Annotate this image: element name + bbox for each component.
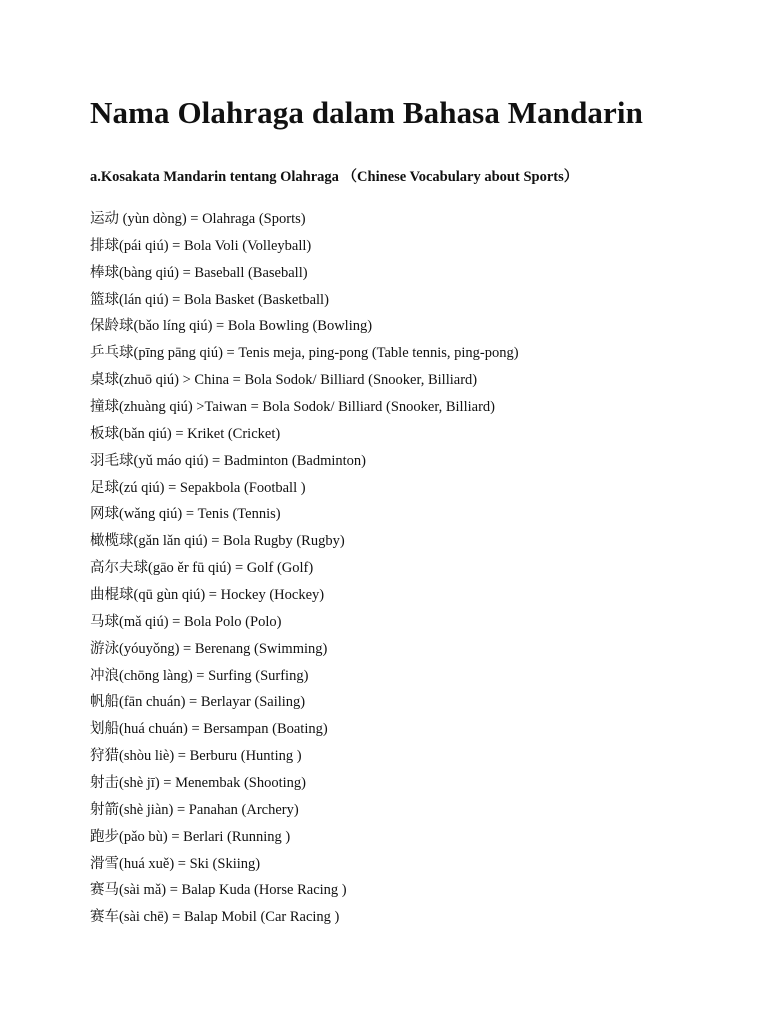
vocabulary-item: 帆船(fān chuán) = Berlayar (Sailing) <box>90 694 306 711</box>
vocabulary-item: 网球(wǎng qiú) = Tenis (Tennis) <box>90 506 281 523</box>
vocabulary-item: 运动 (yùn dòng) = Olahraga (Sports) <box>90 211 306 227</box>
vocabulary-item: 撞球(zhuàng qiú) >Taiwan = Bola Sodok/ Billiard (Snooker, Billiard) <box>90 399 495 416</box>
vocabulary-item: 桌球(zhuō qiú) > China = Bola Sodok/ Billiard (Snooker, Billiard) <box>90 372 478 389</box>
vocabulary-item: 排球(pái qiú) = Bola Voli (Volleyball) <box>90 237 312 254</box>
vocabulary-item: 冲浪(chōng làng) = Surfing (Surfing) <box>90 667 309 684</box>
vocabulary-item: 射击(shè jī) = Menembak (Shooting) <box>90 775 306 792</box>
vocabulary-item: 赛马(sài mǎ) = Balap Kuda (Horse Racing ) <box>90 882 347 899</box>
vocabulary-item: 划船(huá chuán) = Bersampan (Boating) <box>90 721 328 738</box>
vocabulary-item: 滑雪(huá xuě) = Ski (Skiing) <box>90 855 261 872</box>
vocabulary-item: 保龄球(bǎo líng qiú) = Bola Bowling (Bowling) <box>90 318 373 335</box>
vocabulary-item: 高尔夫球(gāo ěr fū qiú) = Golf (Golf) <box>90 560 314 577</box>
vocabulary-item: 射箭(shè jiàn) = Panahan (Archery) <box>90 801 299 818</box>
vocabulary-item: 曲棍球(qū gùn qiú) = Hockey (Hockey) <box>90 587 325 604</box>
vocabulary-item: 跑步(pǎo bù) = Berlari (Running ) <box>90 828 291 845</box>
vocabulary-item: 狩猎(shòu liè) = Berburu (Hunting ) <box>90 748 302 765</box>
vocabulary-list <box>90 208 519 933</box>
vocabulary-item: 橄榄球(gǎn lǎn qiú) = Bola Rugby (Rugby) <box>90 533 345 550</box>
vocabulary-item: 马球(mǎ qiú) = Bola Polo (Polo) <box>90 613 282 630</box>
vocabulary-item: 游泳(yóuyǒng) = Berenang (Swimming) <box>90 640 328 657</box>
vocabulary-item: 羽毛球(yǔ máo qiú) = Badminton (Badminton) <box>90 452 366 469</box>
vocabulary-item: 篮球(lán qiú) = Bola Basket (Basketball) <box>90 291 329 308</box>
vocabulary-item: 赛车(sài chē) = Balap Mobil (Car Racing ) <box>90 909 340 926</box>
page-title: Nama Olahraga dalam Bahasa Mandarin <box>90 95 643 130</box>
vocabulary-item: 板球(bǎn qiú) = Kriket (Cricket) <box>90 425 281 442</box>
vocabulary-item: 棒球(bàng qiú) = Baseball (Baseball) <box>90 264 308 281</box>
section-heading: a.Kosakata Mandarin tentang Olahraga （Chinese Vocabulary about Sports） <box>90 169 579 185</box>
vocabulary-item: 足球(zú qiú) = Sepakbola (Football ) <box>90 479 306 496</box>
vocabulary-item: 乒乓球(pīng pāng qiú) = Tenis meja, ping-pong (Table tennis, ping-pong) <box>90 345 519 362</box>
